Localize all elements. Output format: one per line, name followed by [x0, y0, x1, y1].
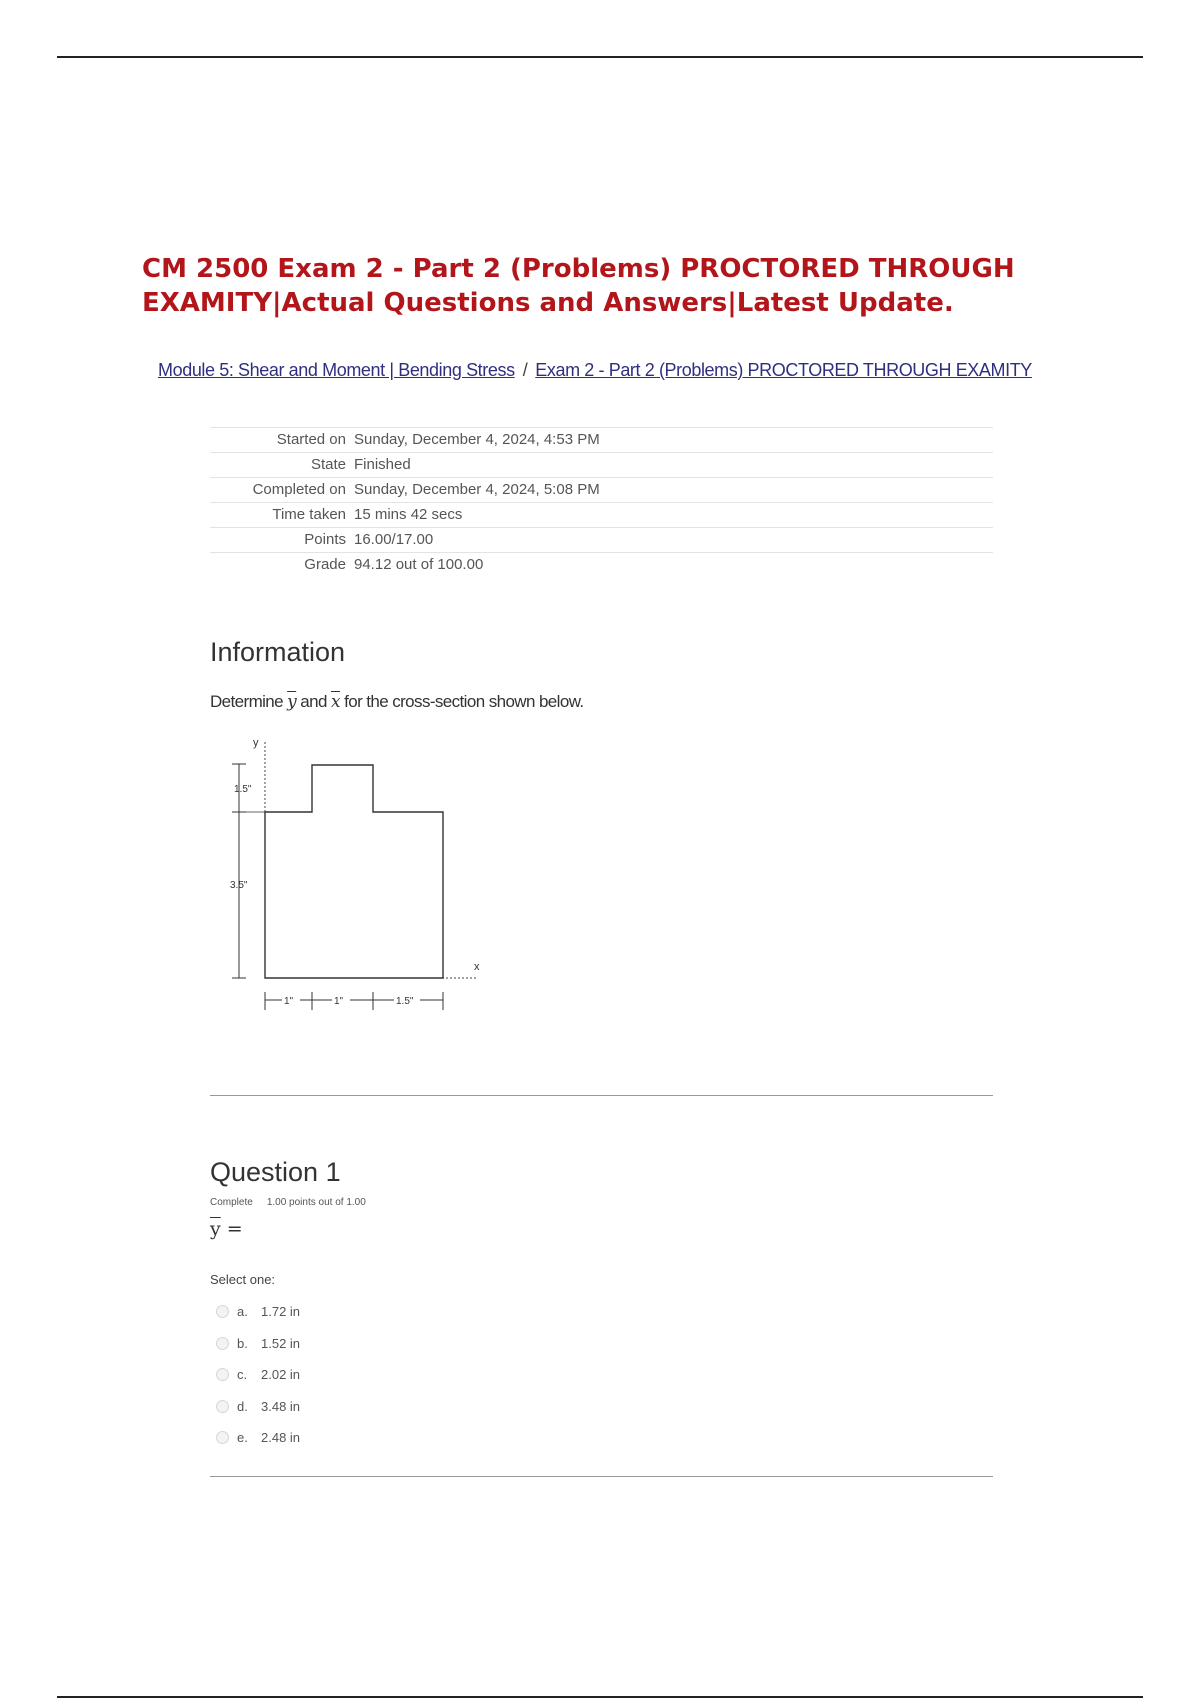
- question-variable: $\overline{y}$: [210, 1218, 221, 1240]
- option-text: 1.72 in: [261, 1304, 301, 1320]
- option-letter: d.: [237, 1398, 248, 1414]
- question-equals: =: [220, 1218, 243, 1240]
- y-axis-label: y: [253, 737, 259, 749]
- dimension-label-bottom-3: 1.5": [396, 996, 414, 1007]
- option-letter: b.: [237, 1335, 248, 1351]
- answer-option-d[interactable]: [216, 1391, 300, 1423]
- answer-option-a[interactable]: [216, 1296, 300, 1328]
- section-divider: [210, 1095, 993, 1096]
- document-title-line-2: EXAMITY|Actual Questions and Answers|Latest Update.: [142, 288, 954, 318]
- summary-row-started: [210, 428, 993, 453]
- summary-row-points: [210, 528, 993, 553]
- quiz-summary-table: [210, 427, 993, 577]
- summary-row-time-taken: [210, 503, 993, 528]
- summary-value: 16.00/17.00: [354, 531, 434, 548]
- question-status: Complete: [210, 1197, 253, 1208]
- info-text-mid: and: [296, 692, 331, 711]
- breadcrumb-link-exam[interactable]: Exam 2 - Part 2 (Problems) PROCTORED THROUGH EXAMITY: [535, 360, 1032, 380]
- information-text: [210, 692, 584, 712]
- page-bottom-rule: [57, 1696, 1143, 1698]
- summary-value: 94.12 out of 100.00: [354, 556, 484, 573]
- radio-button[interactable]: [216, 1431, 229, 1444]
- option-text: 1.52 in: [261, 1335, 301, 1351]
- answer-option-b[interactable]: [216, 1328, 300, 1360]
- breadcrumb: [158, 360, 1032, 381]
- option-text: 2.48 in: [261, 1430, 301, 1446]
- info-text-pre: Determine: [210, 692, 288, 711]
- option-letter: a.: [237, 1304, 248, 1320]
- radio-button[interactable]: [216, 1368, 229, 1381]
- summary-label: Completed on: [252, 481, 346, 498]
- summary-value: Sunday, December 4, 2024, 4:53 PM: [354, 431, 600, 448]
- page-top-rule: [57, 56, 1143, 58]
- summary-value: 15 mins 42 secs: [354, 506, 463, 523]
- dimension-label-bottom-1: 1": [284, 996, 294, 1007]
- breadcrumb-separator: /: [522, 360, 528, 380]
- answer-option-e[interactable]: [216, 1422, 300, 1454]
- dimension-label-top: 1.5": [234, 784, 252, 795]
- breadcrumb-link-module[interactable]: Module 5: Shear and Moment | Bending Stress: [158, 360, 515, 380]
- summary-row-grade: [210, 553, 993, 577]
- summary-value: Finished: [354, 456, 411, 473]
- question-state: [210, 1197, 366, 1208]
- info-text-post: for the cross-section shown below.: [339, 692, 584, 711]
- question-heading: Question 1: [210, 1157, 341, 1187]
- question-points: 1.00 points out of 1.00: [266, 1197, 366, 1208]
- summary-label: Points: [304, 531, 346, 548]
- section-divider: [210, 1476, 993, 1477]
- radio-button[interactable]: [216, 1337, 229, 1350]
- summary-label: Time taken: [272, 506, 346, 523]
- var-x-bar: $\overline{x}$: [330, 692, 340, 712]
- dimension-label-bottom-2: 1": [334, 996, 344, 1007]
- answer-options: [216, 1296, 300, 1454]
- summary-label: Started on: [276, 431, 346, 448]
- cross-section-figure: [220, 730, 490, 1020]
- summary-row-state: [210, 453, 993, 478]
- radio-button[interactable]: [216, 1400, 229, 1413]
- option-text: 2.02 in: [261, 1367, 301, 1383]
- option-letter: e.: [237, 1430, 248, 1446]
- select-one-label: Select one:: [210, 1272, 276, 1287]
- option-text: 3.48 in: [261, 1398, 301, 1414]
- question-text: [210, 1218, 243, 1240]
- cross-section-outline: [265, 765, 443, 978]
- radio-button[interactable]: [216, 1305, 229, 1318]
- x-axis-label: x: [474, 961, 480, 973]
- information-heading: Information: [210, 637, 346, 667]
- summary-value: Sunday, December 4, 2024, 5:08 PM: [354, 481, 600, 498]
- summary-row-completed: [210, 478, 993, 503]
- summary-label: Grade: [304, 556, 346, 573]
- answer-option-c[interactable]: [216, 1359, 300, 1391]
- document-title: [142, 252, 1042, 320]
- summary-label: State: [310, 456, 346, 473]
- var-y-bar: $\overline{y}$: [287, 692, 297, 712]
- document-title-line-1: CM 2500 Exam 2 - Part 2 (Problems) PROCTORED THROUGH: [142, 254, 1015, 284]
- dimension-label-left: 3.5": [230, 880, 248, 891]
- option-letter: c.: [237, 1367, 248, 1383]
